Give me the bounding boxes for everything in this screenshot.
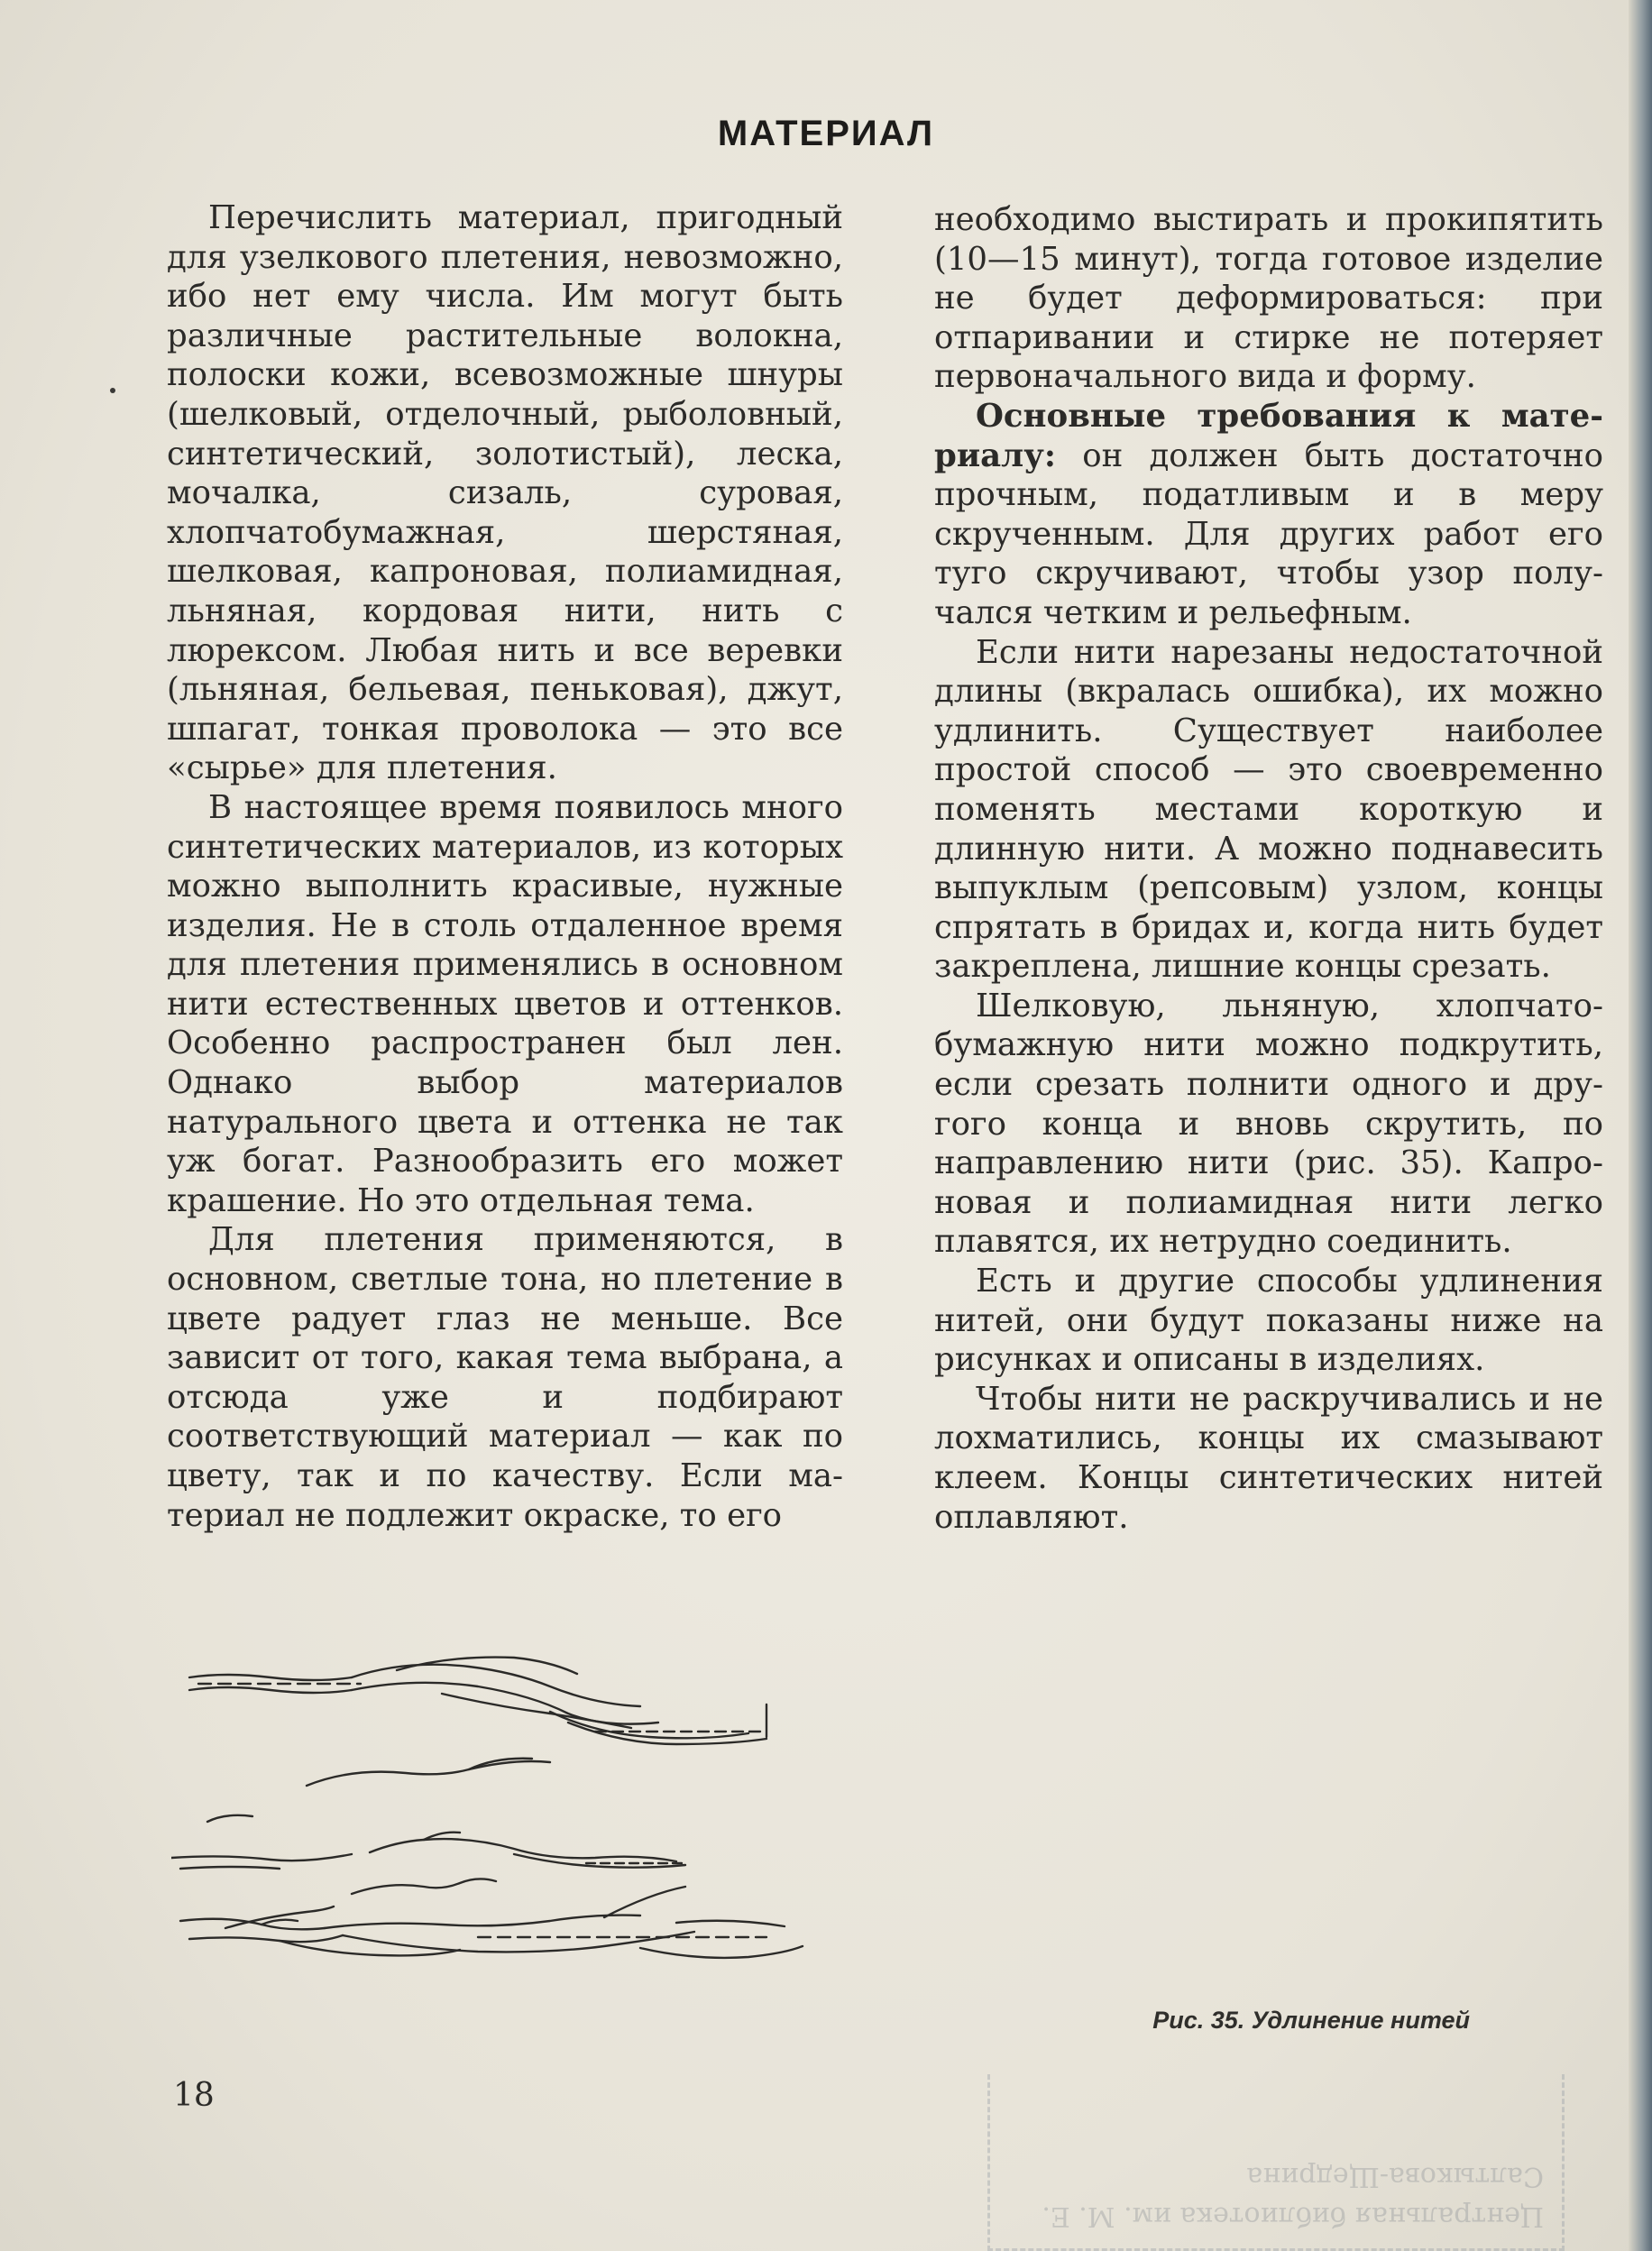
thread-row-2 <box>171 1759 685 1894</box>
paragraph: Шелковую, льняную, хлопчатобумажную нити можно подкрутить, если срезать полнити одного и другого конца и вновь скрутить, по направлению нити (рис. 35). Капроновая и полиамидная нити легко плавятся, их нетрудно соединить. <box>934 987 1603 1261</box>
paragraph-requirements: Основные требования к материалу: он должен быть достаточно прочным, податливым и в меру скрученным. Для других работ его туго скручивают, чтобы узор получался четким и рельефным. <box>934 397 1603 631</box>
library-stamp: Центральная библиотека им. М. Е. Салтыкова-Щедрина <box>987 2074 1565 2251</box>
paragraph: необходимо выстирать и прокипятить (10—15 минут), тогда готовое изделие не будет деформироваться: при отпаривании и стирке не потеряет первоначального вида и форму. <box>934 201 1603 396</box>
thread-row-3 <box>180 1887 803 1958</box>
bold-lead: Основные требования к материалу: <box>934 397 1603 474</box>
thread-row-1 <box>189 1658 766 1744</box>
page-number: 18 <box>173 2077 215 2114</box>
book-spine-edge <box>1629 0 1652 2251</box>
paragraph: Если нити нарезаны недостаточной длины (вкралась ошибка), их можно удлинить. Существует наиболее простой способ — это своевременно поменять местами короткую и длинную нити. А можно поднавесить выпуклым (репсовым) узлом, концы спрятать в бридах и, когда нить будет закреплена, лишние концы срезать. <box>934 633 1603 986</box>
ink-dot <box>110 388 115 393</box>
figure-caption: Рис. 35. Удлинение нитей <box>1152 2007 1470 2034</box>
right-column <box>934 200 1603 1537</box>
page-title: МАТЕРИАЛ <box>717 114 935 153</box>
paragraph: Чтобы нити не раскручивались и не лохматились, концы их смазывают клеем. Концы синтетических нитей оплавляют. <box>934 1380 1603 1536</box>
paragraph: Для плетения применяются, в основном, светлые тона, но плетение в цвете радует глаз не меньше. Все зависит от того, какая тема выбрана, а отсюда уже и подбирают соответствующий материал — как по цвету, так и по качеству. Если материал не подлежит окраске, то его <box>167 1221 843 1534</box>
paragraph: В настоящее время появилось много синтетических материалов, из которых можно выполнить красивые, нужные изделия. Не в столь отдаленное время для плетения применялись в основном нити естественных цветов и оттенков. Особенно распространен был лен. Однако выбор материалов натурального цвета и оттенка не так уж богат. Разнообразить его может крашение. Но это отдельная тема. <box>167 788 843 1219</box>
paragraph: Перечислить материал, пригодный для узелкового плетения, невозможно, ибо нет ему числа. Им могут быть различные растительные волокна, полоски кожи, всевозможные шнуры (шелковый, отделочный, рыболовный, синтетический, золотистый), леска, мочалка, сизаль, суровая, хлопчатобумажная, шерстяная, шелковая, капроновая, полиамидная, льняная, кордовая нити, нить с люрексом. Любая нить и все веревки (льняная, бельевая, пеньковая), джут, шпагат, тонкая проволока — это все «сырье» для плетения. <box>167 199 843 787</box>
left-column <box>167 198 843 1535</box>
thread-lengthening-illustration <box>171 1650 983 2002</box>
paragraph: Есть и другие способы удлинения нитей, они будут показаны ниже на рисунках и описаны в изделиях. <box>934 1263 1603 1379</box>
